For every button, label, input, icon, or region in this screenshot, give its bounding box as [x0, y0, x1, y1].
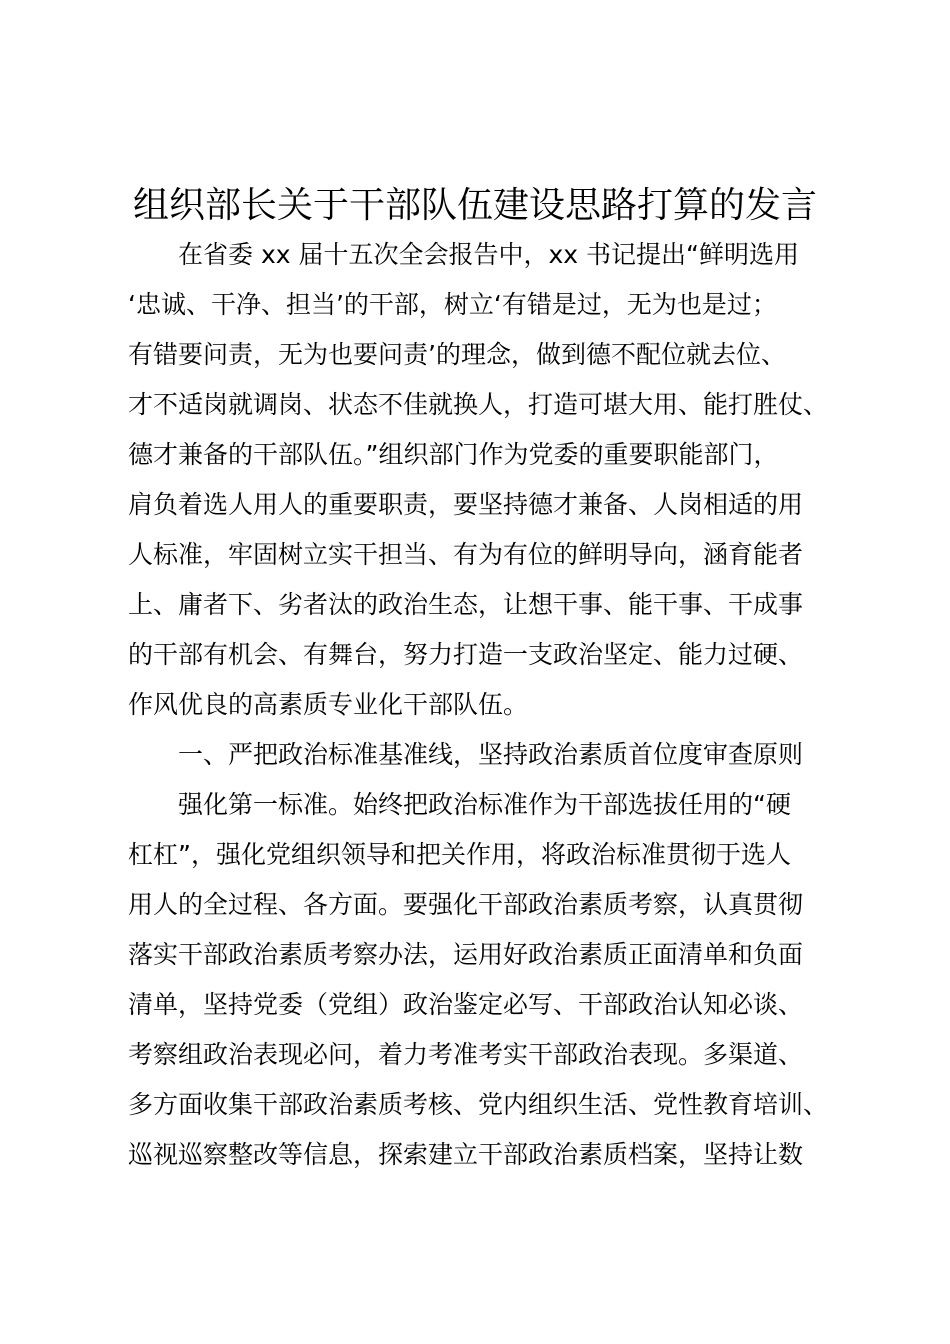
- paragraph-line: 杠杠”，强化党组织领导和把关作用，将政治标准贯彻于选人: [128, 840, 791, 869]
- paragraph-line: 考察组政治表现必问，着力考准考实干部政治表现。多渠道、: [128, 1040, 804, 1069]
- paragraph-line: 多方面收集干部政治素质考核、党内组织生活、党性教育培训、: [128, 1090, 829, 1119]
- paragraph-line: 落实干部政治素质考察办法，运用好政治素质正面清单和负面: [128, 940, 804, 969]
- paragraph-line: 作风优良的高素质专业化干部队伍。: [128, 690, 529, 719]
- document-title: 组织部长关于干部队伍建设思路打算的发言: [132, 185, 817, 226]
- paragraph-line: 在省委 xx 届十五次全会报告中，xx 书记提出“鲜明选用: [178, 240, 799, 269]
- paragraph-line: 肩负着选人用人的重要职责，要坚持德才兼备、人岗相适的用: [128, 490, 804, 519]
- paragraph-line: 用人的全过程、各方面。要强化干部政治素质考察，认真贯彻: [128, 890, 804, 919]
- document-body: [128, 230, 828, 1180]
- paragraph-line: ‘忠诚、干净、担当’的干部，树立‘有错是过，无为也是过；: [128, 290, 777, 319]
- paragraph-line: 的干部有机会、有舞台，努力打造一支政治坚定、能力过硬、: [128, 640, 804, 669]
- section-heading: 一、严把政治标准基准线，坚持政治素质首位度审查原则: [178, 740, 804, 769]
- paragraph-line: 才不适岗就调岗、状态不佳就换人，打造可堪大用、能打胜仗、: [128, 390, 829, 419]
- paragraph-line: 人标准，牢固树立实干担当、有为有位的鲜明导向，涵育能者: [128, 540, 804, 569]
- paragraph-line: 德才兼备的干部队伍。”组织部门作为党委的重要职能部门，: [128, 440, 779, 469]
- paragraph-line: 上、庸者下、劣者汰的政治生态，让想干事、能干事、干成事: [128, 590, 804, 619]
- paragraph-line: 强化第一标准。始终把政治标准作为干部选拔任用的“硬: [178, 790, 791, 819]
- paragraph-line: 巡视巡察整改等信息，探索建立干部政治素质档案，坚持让数: [128, 1140, 804, 1169]
- paragraph-line: 有错要问责，无为也要问责’的理念，做到德不配位就去位、: [128, 340, 786, 369]
- paragraph-line: 清单，坚持党委（党组）政治鉴定必写、干部政治认知必谈、: [128, 990, 804, 1019]
